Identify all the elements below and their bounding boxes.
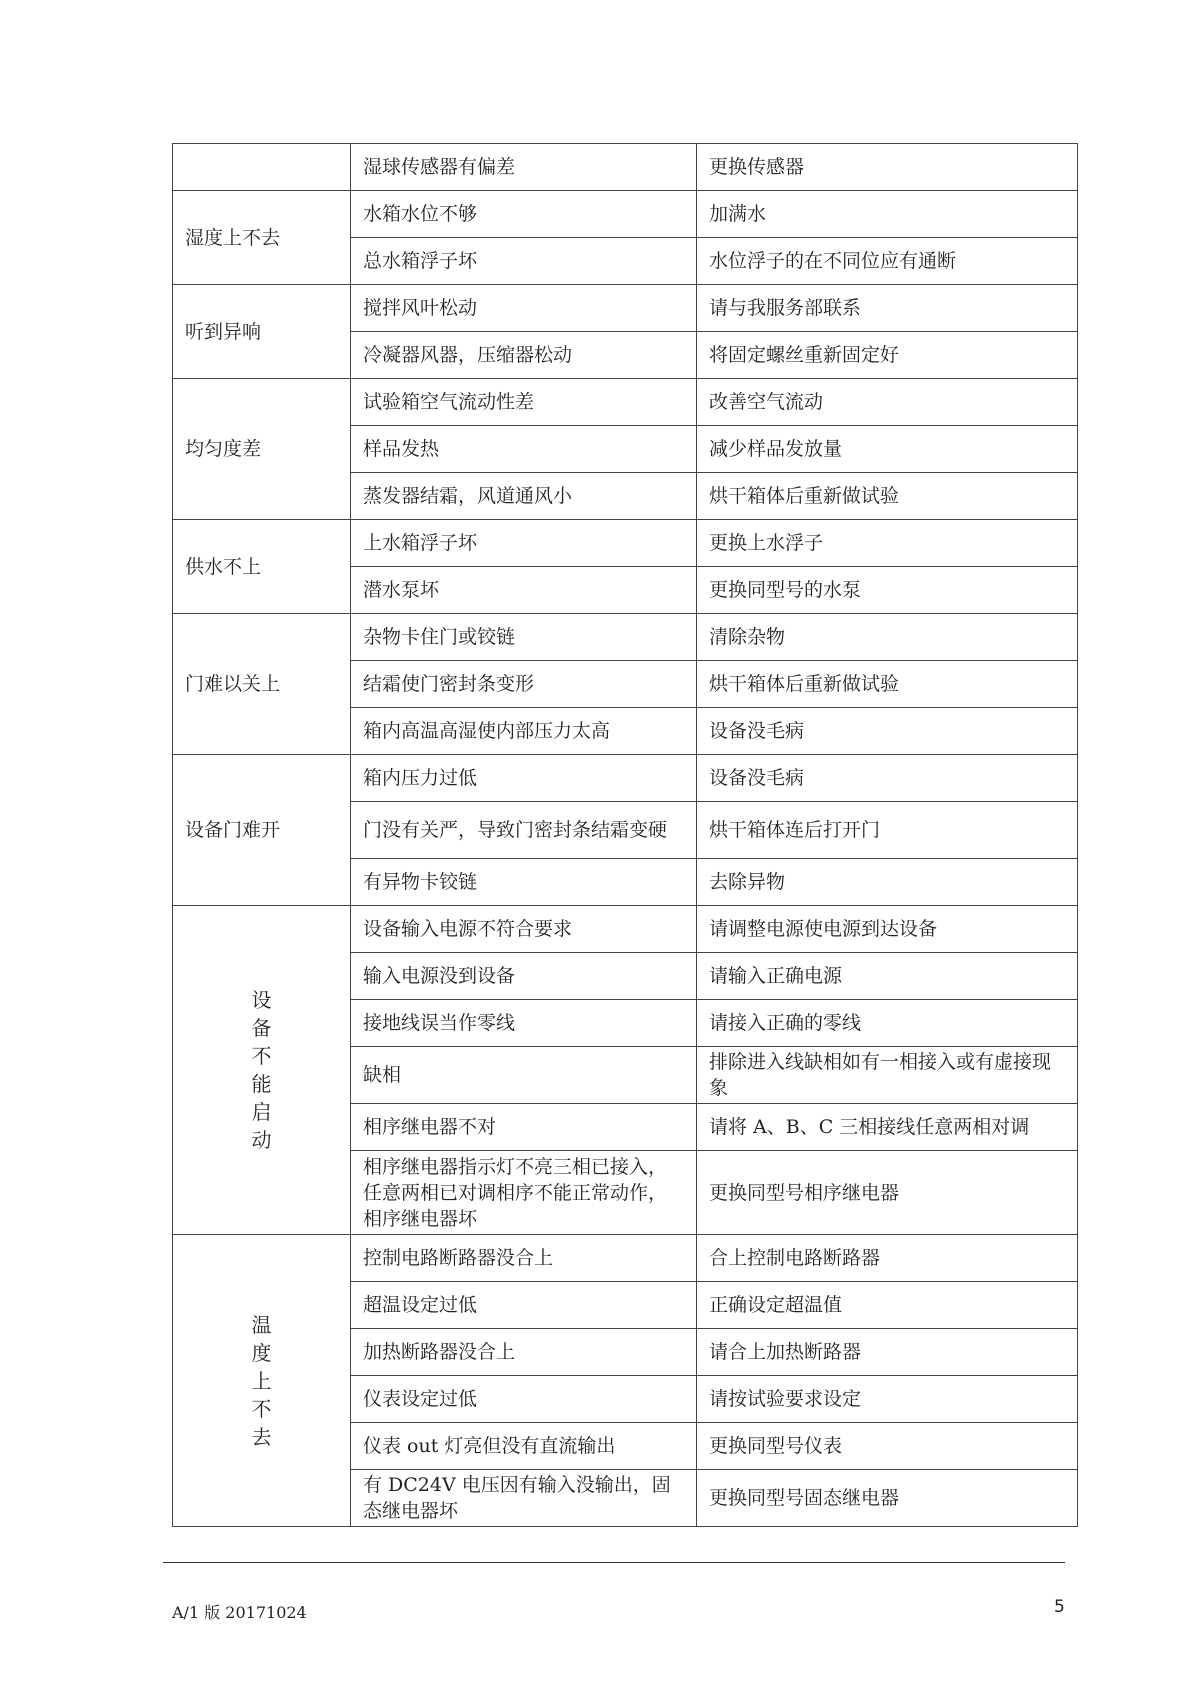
table-row (173, 1235, 1078, 1282)
solution-cell: 设备没毛病 (697, 755, 1078, 802)
cause-cell: 湿球传感器有偏差 (351, 144, 697, 191)
fault-cell-door-hard-open: 设备门难开 (173, 755, 351, 906)
solution-cell: 加满水 (697, 191, 1078, 238)
cause-cell: 接地线误当作零线 (351, 1000, 697, 1047)
troubleshooting-table (172, 143, 1078, 1527)
footer-version: A/1 版 20171024 (172, 1603, 307, 1622)
solution-cell: 更换上水浮子 (697, 520, 1078, 567)
table-row (173, 906, 1078, 953)
fault-cell-empty (173, 144, 351, 191)
solution-cell: 更换同型号的水泵 (697, 567, 1078, 614)
table-row (173, 191, 1078, 238)
cause-cell: 仪表 out 灯亮但没有直流输出 (351, 1423, 697, 1470)
cause-cell: 加热断路器没合上 (351, 1329, 697, 1376)
footer-divider (163, 1562, 1065, 1563)
fault-label-temp-low: 温度上不去 (251, 1312, 272, 1449)
solution-cell: 请输入正确电源 (697, 953, 1078, 1000)
cause-cell: 杂物卡住门或铰链 (351, 614, 697, 661)
solution-cell: 清除杂物 (697, 614, 1078, 661)
fault-cell-abnormal-noise: 听到异响 (173, 285, 351, 379)
solution-cell: 设备没毛病 (697, 708, 1078, 755)
cause-cell: 冷凝器风器，压缩器松动 (351, 332, 697, 379)
cause-cell: 超温设定过低 (351, 1282, 697, 1329)
solution-cell: 更换传感器 (697, 144, 1078, 191)
cause-cell: 样品发热 (351, 426, 697, 473)
table-row (173, 614, 1078, 661)
solution-cell: 正确设定超温值 (697, 1282, 1078, 1329)
cause-cell: 相序继电器不对 (351, 1104, 697, 1151)
cause-cell: 结霜使门密封条变形 (351, 661, 697, 708)
table-row (173, 144, 1078, 191)
cause-cell: 相序继电器指示灯不亮三相已接入，任意两相已对调相序不能正常动作，相序继电器坏 (351, 1151, 697, 1235)
solution-cell: 将固定螺丝重新固定好 (697, 332, 1078, 379)
cause-cell: 控制电路断路器没合上 (351, 1235, 697, 1282)
solution-cell: 请按试验要求设定 (697, 1376, 1078, 1423)
solution-cell: 更换同型号相序继电器 (697, 1151, 1078, 1235)
cause-cell: 箱内高温高湿使内部压力太高 (351, 708, 697, 755)
page-number: 5 (1054, 1597, 1065, 1617)
troubleshooting-table-wrap (172, 143, 1077, 1527)
cause-cell: 总水箱浮子坏 (351, 238, 697, 285)
cause-cell: 上水箱浮子坏 (351, 520, 697, 567)
solution-cell: 烘干箱体后重新做试验 (697, 661, 1078, 708)
cause-cell: 潜水泵坏 (351, 567, 697, 614)
table-row (173, 379, 1078, 426)
cause-cell: 设备输入电源不符合要求 (351, 906, 697, 953)
solution-cell: 请将 A、B、C 三相接线任意两相对调 (697, 1104, 1078, 1151)
solution-cell: 合上控制电路断路器 (697, 1235, 1078, 1282)
solution-cell: 请调整电源使电源到达设备 (697, 906, 1078, 953)
cause-cell: 缺相 (351, 1047, 697, 1104)
solution-cell: 烘干箱体后重新做试验 (697, 473, 1078, 520)
cause-cell: 试验箱空气流动性差 (351, 379, 697, 426)
fault-label-cannot-start: 设备不能启动 (251, 988, 272, 1152)
cause-cell: 有异物卡铰链 (351, 859, 697, 906)
fault-cell-humidity-low: 湿度上不去 (173, 191, 351, 285)
fault-cell-temp-low (173, 1235, 351, 1527)
solution-cell: 烘干箱体连后打开门 (697, 802, 1078, 859)
solution-cell: 改善空气流动 (697, 379, 1078, 426)
solution-cell: 减少样品发放量 (697, 426, 1078, 473)
solution-cell: 排除进入线缺相如有一相接入或有虚接现象 (697, 1047, 1078, 1104)
solution-cell: 请与我服务部联系 (697, 285, 1078, 332)
table-row (173, 285, 1078, 332)
table-row (173, 755, 1078, 802)
fault-cell-poor-uniformity: 均匀度差 (173, 379, 351, 520)
cause-cell: 搅拌风叶松动 (351, 285, 697, 332)
table-row (173, 520, 1078, 567)
cause-cell: 有 DC24V 电压因有输入没输出，固态继电器坏 (351, 1470, 697, 1527)
cause-cell: 蒸发器结霜，风道通风小 (351, 473, 697, 520)
solution-cell: 请合上加热断路器 (697, 1329, 1078, 1376)
cause-cell: 仪表设定过低 (351, 1376, 697, 1423)
solution-cell: 请接入正确的零线 (697, 1000, 1078, 1047)
fault-cell-door-hard-close: 门难以关上 (173, 614, 351, 755)
fault-cell-cannot-start (173, 906, 351, 1235)
fault-cell-water-supply: 供水不上 (173, 520, 351, 614)
solution-cell: 水位浮子的在不同位应有通断 (697, 238, 1078, 285)
solution-cell: 去除异物 (697, 859, 1078, 906)
cause-cell: 箱内压力过低 (351, 755, 697, 802)
solution-cell: 更换同型号固态继电器 (697, 1470, 1078, 1527)
cause-cell: 水箱水位不够 (351, 191, 697, 238)
cause-cell: 输入电源没到设备 (351, 953, 697, 1000)
cause-cell: 门没有关严，导致门密封条结霜变硬 (351, 802, 697, 859)
solution-cell: 更换同型号仪表 (697, 1423, 1078, 1470)
